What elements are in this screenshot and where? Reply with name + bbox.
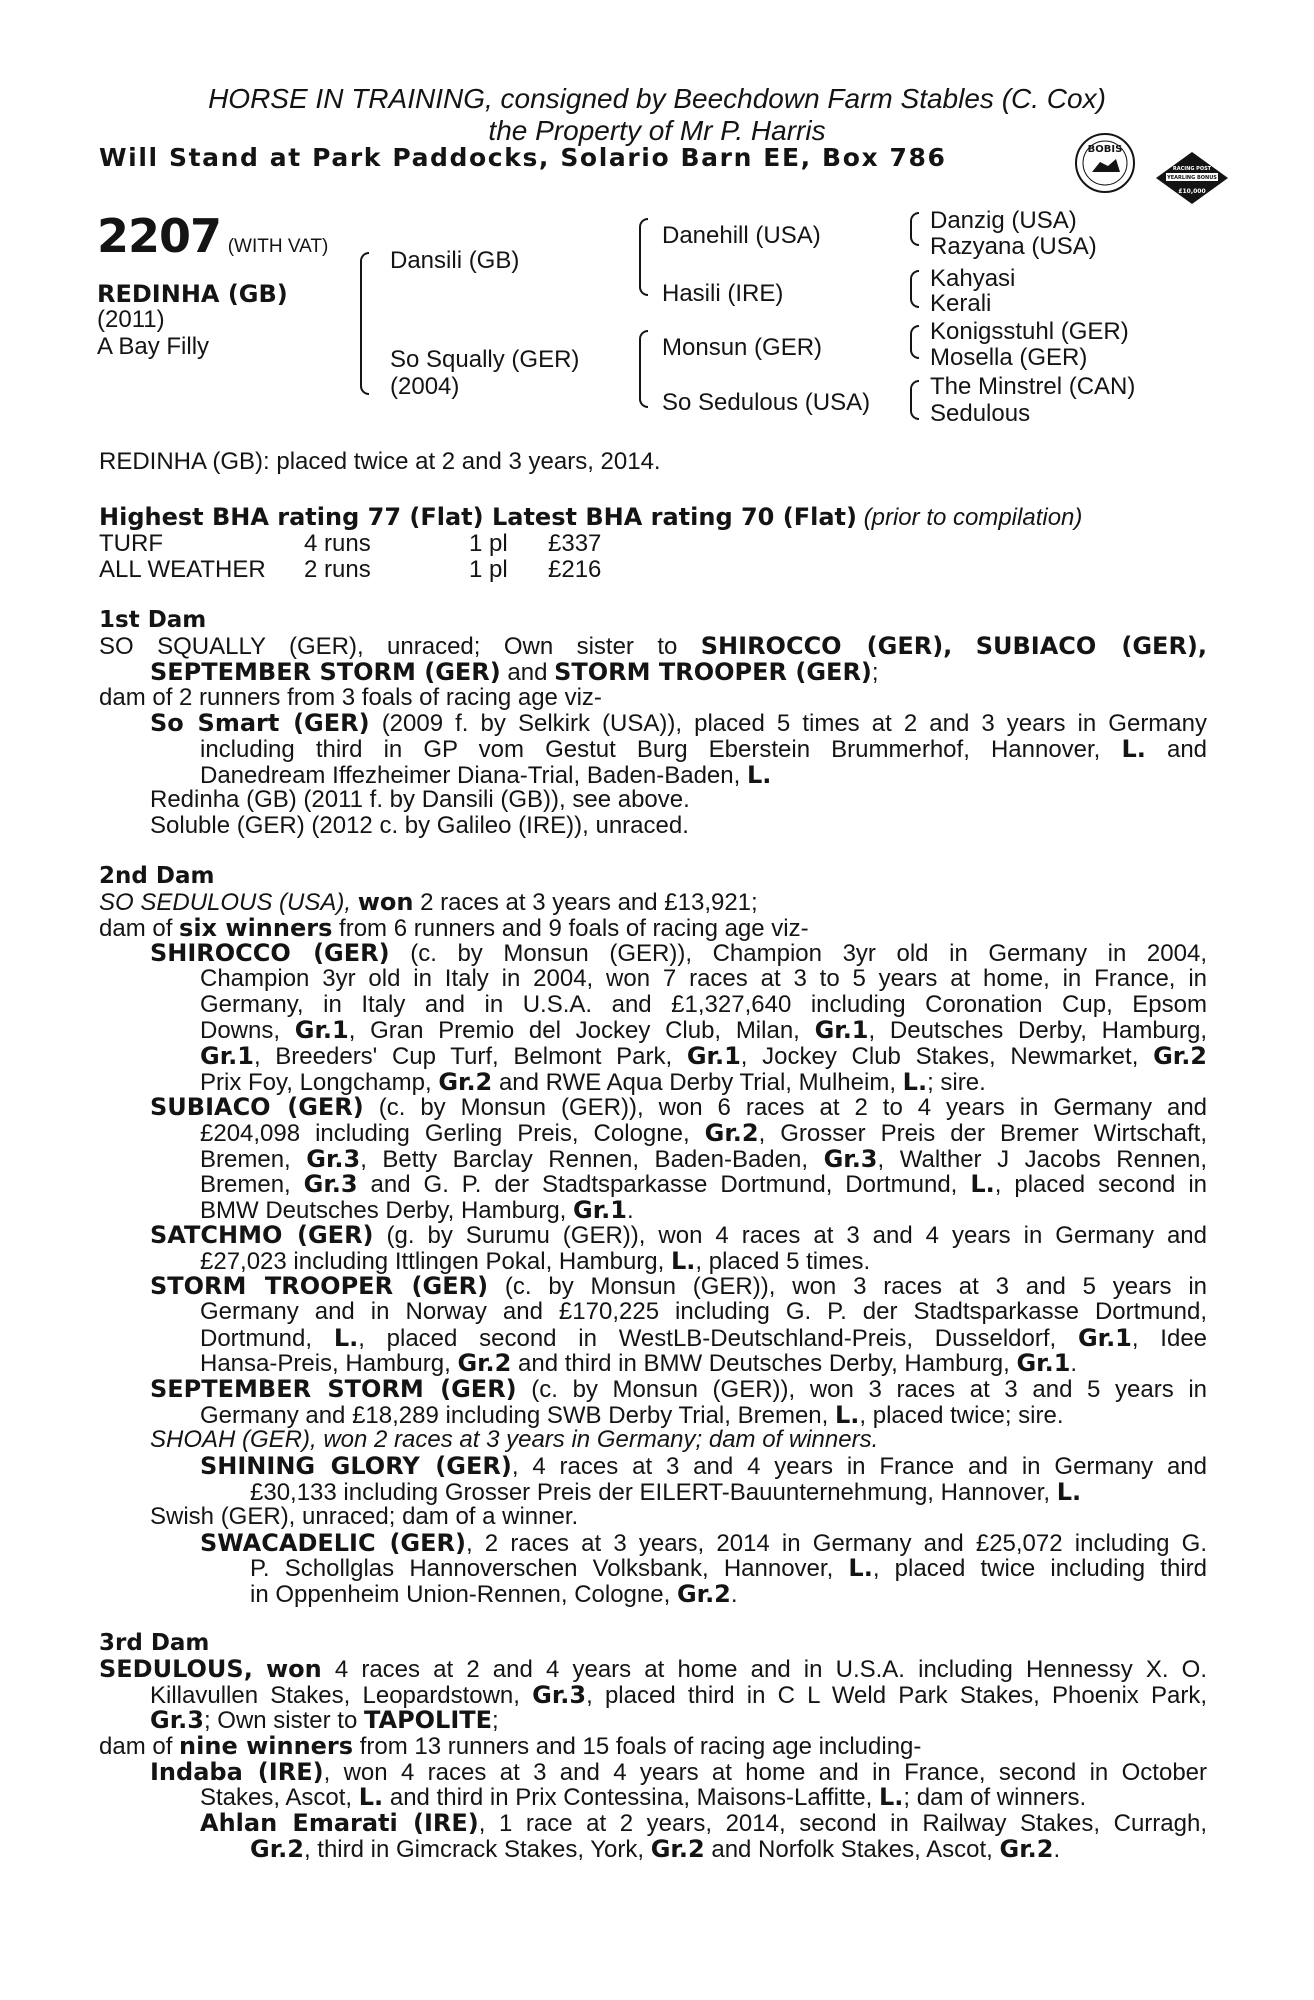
bobis-logo <box>1074 132 1136 194</box>
ped-sdd: Kerali <box>930 290 992 317</box>
sire-dam: Hasili (IRE) <box>662 280 784 307</box>
ped-dss: Konigsstuhl (GER) <box>930 318 1129 345</box>
dam2-line2: dam of six winners from 6 runners and 9 foals of racing age viz- <box>99 914 809 942</box>
aw-placed: 1 pl <box>469 556 508 583</box>
dam3-line2: Killavullen Stakes, Leopardstown, Gr.3, placed third in C L Weld Park Stakes, Phoenix Park, <box>150 1681 1207 1709</box>
brace-so-sedulous <box>910 380 919 420</box>
turf-runs: 4 runs <box>304 530 371 557</box>
swacadelic-line3: in Oppenheim Union-Rennen, Cologne, Gr.2. <box>250 1580 738 1608</box>
brace-hasili <box>910 270 919 308</box>
swacadelic-line1: SWACADELIC (GER), 2 races at 3 years, 2014 in Germany and £25,072 including G. <box>200 1529 1207 1557</box>
shining-line2: £30,133 including Grosser Preis der EILERT-Bauunternehmung, Hannover, L. <box>250 1478 1082 1506</box>
september-line2: Germany and £18,289 including SWB Derby Trial, Bremen, L., placed twice; sire. <box>200 1401 1064 1429</box>
turf-placed: 1 pl <box>469 530 508 557</box>
september-line1: SEPTEMBER STORM (GER) (c. by Monsun (GER)), won 3 races at 3 and 5 years in <box>150 1375 1207 1403</box>
shirocco-line1: SHIROCCO (GER) (c. by Monsun (GER)), Champion 3yr old in Germany in 2004, <box>150 939 1207 967</box>
dam1-soluble: Soluble (GER) (2012 c. by Galileo (IRE)), unraced. <box>150 812 689 839</box>
turf-label: TURF <box>99 530 163 557</box>
ped-ddd: Sedulous <box>930 400 1031 427</box>
dam1-line3: dam of 2 runners from 3 foals of racing age viz- <box>99 684 602 711</box>
brace-dam-side <box>639 330 648 408</box>
logo-text-top: RACING POST <box>1172 166 1212 172</box>
dam2-line1: SO SEDULOUS (USA), won 2 races at 3 years and £13,921; <box>99 888 758 916</box>
indaba-line2: Stakes, Ascot, L. and third in Prix Contessina, Maisons-Laffitte, L.; dam of winners. <box>200 1783 1087 1811</box>
dam3-line4: dam of nine winners from 13 runners and 15 foals of racing age including- <box>99 1732 922 1760</box>
lot-number: 2207 <box>97 209 222 263</box>
trooper-line4: Hansa-Preis, Hamburg, Gr.2 and third in BMW Deutsches Derby, Hamburg, Gr.1. <box>200 1349 1078 1377</box>
bha-ratings: Highest BHA rating 77 (Flat) Latest BHA rating 70 (Flat) <box>99 503 857 531</box>
brace-sire-side <box>639 218 648 296</box>
shining-line1: SHINING GLORY (GER), 4 races at 3 and 4 years in France and in Germany and <box>200 1452 1207 1480</box>
subiaco-line1: SUBIACO (GER) (c. by Monsun (GER)), won 6 races at 2 to 4 years in Germany and <box>150 1093 1208 1121</box>
dam3-title: 3rd Dam <box>99 1630 210 1656</box>
ped-ssd: Razyana (USA) <box>930 233 1097 260</box>
dam-year: (2004) <box>390 373 460 400</box>
indaba-line1: Indaba (IRE), won 4 races at 3 and 4 years at home and in France, second in October <box>150 1758 1207 1786</box>
aw-earnings: £216 <box>548 556 602 583</box>
subiaco-line3: Bremen, Gr.3, Betty Barclay Rennen, Baden-Baden, Gr.3, Walther J Jacobs Rennen, <box>200 1145 1207 1173</box>
shirocco-line6: Prix Foy, Longchamp, Gr.2 and RWE Aqua Derby Trial, Mulheim, L.; sire. <box>200 1068 986 1096</box>
brace-danehill <box>910 212 919 246</box>
subiaco-line2: £204,098 including Gerling Preis, Cologne, Gr.2, Grosser Preis der Bremer Wirtschaft, <box>200 1119 1208 1147</box>
logo-text-mid: YEARLING BONUS <box>1167 175 1217 181</box>
dam1-redinha: Redinha (GB) (2011 f. by Dansili (GB)), see above. <box>150 786 690 813</box>
dam1-so-smart-2: including third in GP vom Gestut Burg Eberstein Brummerhof, Hannover, L. and <box>200 735 1208 763</box>
dam: So Squally (GER) <box>390 346 580 373</box>
dam3-line3: Gr.3; Own sister to TAPOLITE; <box>150 1706 499 1734</box>
aw-runs: 2 runs <box>304 556 371 583</box>
dam2-title: 2nd Dam <box>99 863 215 889</box>
sire-sire: Danehill (USA) <box>662 222 821 249</box>
dam3-line1: SEDULOUS, won 4 races at 2 and 4 years at home and in U.S.A. including Hennessy X. O. <box>99 1655 1207 1683</box>
lot-number-line <box>97 211 328 272</box>
shirocco-line4: Downs, Gr.1, Gran Premio del Jockey Club, Milan, Gr.1, Deutsches Derby, Hamburg, <box>200 1016 1208 1044</box>
shirocco-line5: Gr.1, Breeders' Cup Turf, Belmont Park, Gr.1, Jockey Club Stakes, Newmarket, Gr.2 <box>200 1042 1208 1070</box>
racing-post-bonus-logo <box>1152 148 1232 206</box>
trooper-line1: STORM TROOPER (GER) (c. by Monsun (GER)), won 3 races at 3 and 5 years in <box>150 1272 1207 1300</box>
ratings-note: (prior to compilation) <box>863 504 1083 531</box>
trooper-line3: Dortmund, L., placed second in WestLB-Deutschland-Preis, Dusseldorf, Gr.1, Idee <box>200 1324 1208 1352</box>
horse-year: (2011) <box>97 306 165 333</box>
shoah-line: SHOAH (GER), won 2 races at 3 years in Germany; dam of winners. <box>150 1426 879 1453</box>
ahlan-line2: Gr.2, third in Gimcrack Stakes, York, Gr.2 and Norfolk Stakes, Ascot, Gr.2. <box>250 1835 1061 1863</box>
header-line-1: HORSE IN TRAINING, consigned by Beechdown Farm Stables (C. Cox) <box>208 83 1106 114</box>
dam1-so-smart: So Smart (GER) (2009 f. by Selkirk (USA)), placed 5 times at 2 and 3 years in Germany <box>150 709 1207 737</box>
aw-label: ALL WEATHER <box>99 556 266 583</box>
ahlan-line1: Ahlan Emarati (IRE), 1 race at 2 years, 2014, second in Railway Stakes, Curragh, <box>200 1809 1207 1837</box>
swish-line: Swish (GER), unraced; dam of a winner. <box>150 1503 579 1530</box>
bobis-logo-text: BOBIS <box>1087 144 1123 155</box>
brace-monsun <box>910 325 919 359</box>
race-summary: REDINHA (GB): placed twice at 2 and 3 years, 2014. <box>99 448 661 475</box>
header-line-2: the Property of Mr P. Harris <box>488 115 826 146</box>
brace-sire-dam <box>360 252 369 395</box>
shirocco-line3: Germany, in Italy and in U.S.A. and £1,327,640 including Coronation Cup, Epsom <box>200 991 1207 1018</box>
subiaco-line5: BMW Deutsches Derby, Hamburg, Gr.1. <box>200 1196 634 1224</box>
ratings-line <box>99 503 1082 532</box>
satchmo-line2: £27,023 including Ittlingen Pokal, Hamburg, L., placed 5 times. <box>200 1247 871 1275</box>
horse-description: A Bay Filly <box>97 333 210 360</box>
ped-dsd: Mosella (GER) <box>930 344 1088 371</box>
turf-earnings: £337 <box>548 530 602 557</box>
horse-name: REDINHA (GB) <box>97 280 288 308</box>
dam1-title: 1st Dam <box>99 607 207 633</box>
ped-dds: The Minstrel (CAN) <box>930 373 1136 400</box>
dam-dam: So Sedulous (USA) <box>662 389 871 416</box>
satchmo-line1: SATCHMO (GER) (g. by Surumu (GER)), won 4 races at 3 and 4 years in Germany and <box>150 1221 1207 1249</box>
subiaco-line4: Bremen, Gr.3 and G. P. der Stadtsparkasse Dortmund, Dortmund, L., placed second in <box>200 1170 1208 1198</box>
dam1-line1: SO SQUALLY (GER), unraced; Own sister to SHIROCCO (GER), SUBIACO (GER), <box>99 632 1208 660</box>
shirocco-line2: Champion 3yr old in Italy in 2004, won 7 races at 3 to 5 years at home, in France, in <box>200 965 1207 992</box>
swacadelic-line2: P. Schollglas Hannoverschen Volksbank, Hannover, L., placed twice including third <box>250 1554 1207 1582</box>
stand-location: Will Stand at Park Paddocks, Solario Barn EE, Box 786 <box>99 143 947 172</box>
ped-sds: Kahyasi <box>930 265 1016 292</box>
ped-sss: Danzig (USA) <box>930 207 1077 234</box>
vat-label: (WITH VAT) <box>227 236 329 257</box>
sire: Dansili (GB) <box>390 247 520 274</box>
dam-sire: Monsun (GER) <box>662 334 823 361</box>
dam1-so-smart-3: Danedream Iffezheimer Diana-Trial, Baden-Baden, L. <box>200 761 772 789</box>
logo-text-bot: £10,000 <box>1178 188 1206 195</box>
dam1-line2: SEPTEMBER STORM (GER) and STORM TROOPER (GER); <box>150 658 879 686</box>
trooper-line2: Germany and in Norway and £170,225 including G. P. der Stadtsparkasse Dortmund, <box>200 1298 1207 1325</box>
